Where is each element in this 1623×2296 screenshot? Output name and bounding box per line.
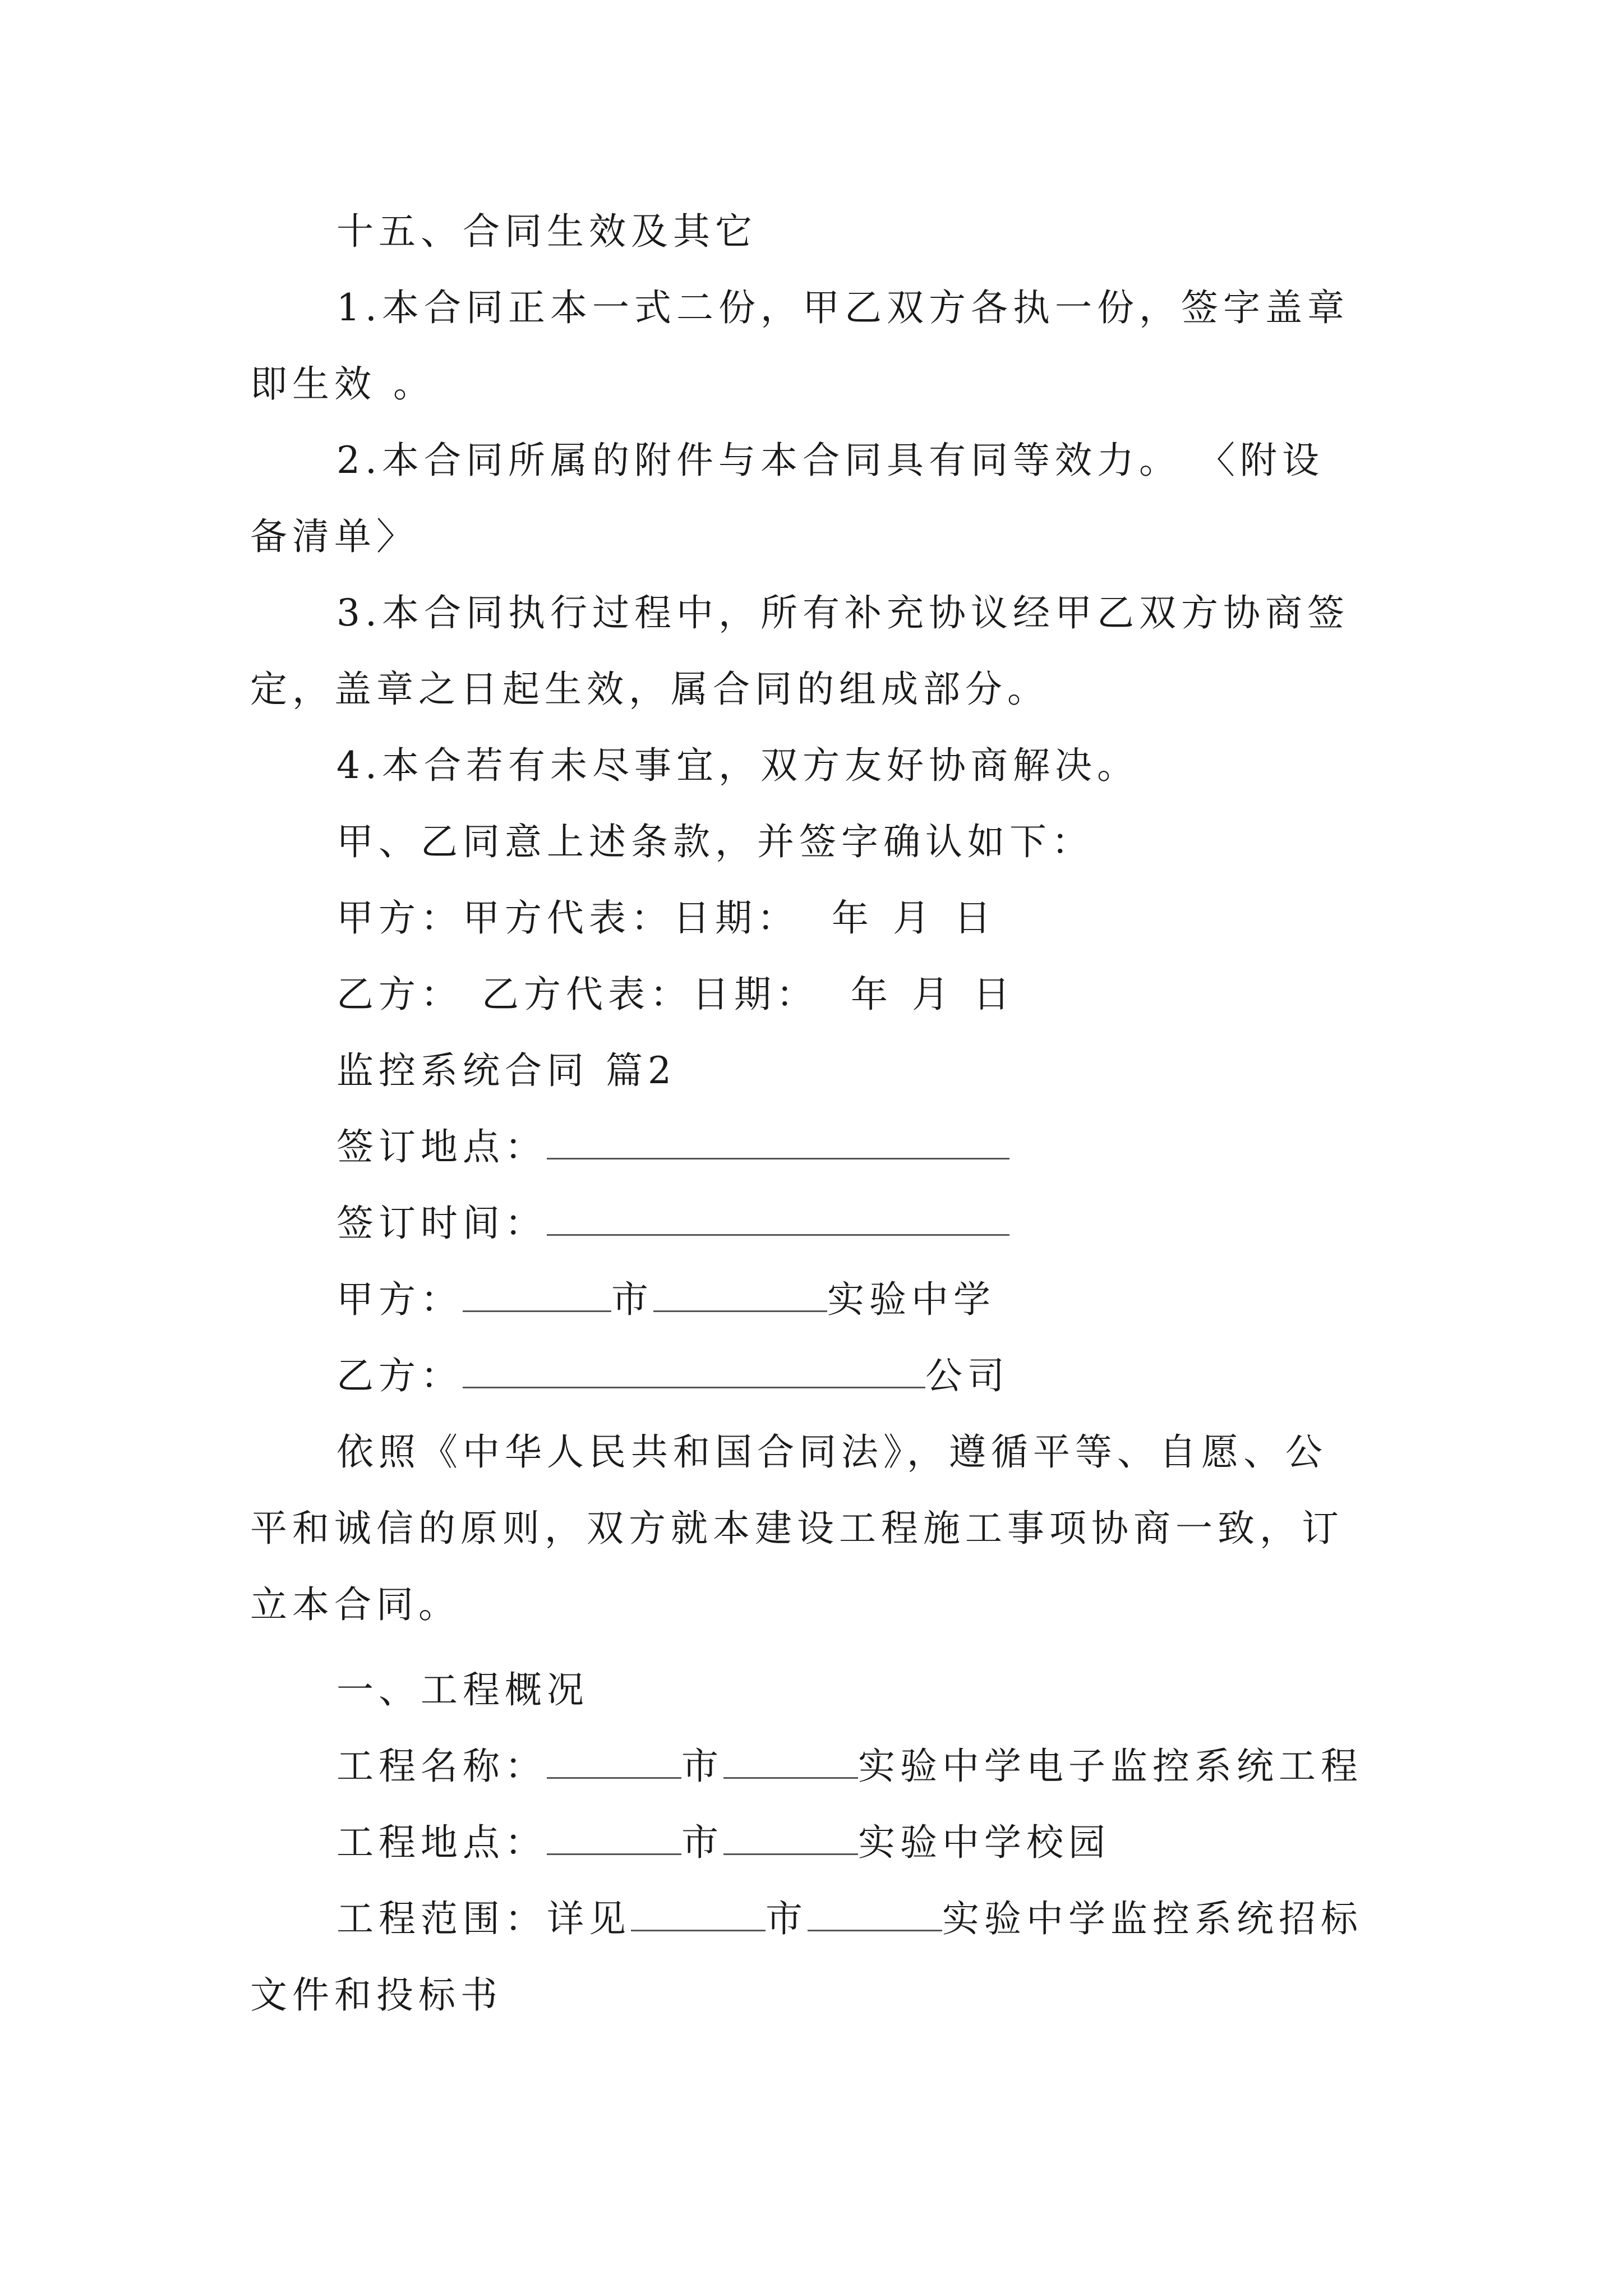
party-a-date-label: 日期：	[673, 896, 799, 940]
project-scope-rest: 实验中学监控系统招标	[942, 1897, 1363, 1940]
clause-1-line-1: 1.本合同正本一式二份，甲乙双方各执一份，签字盖章	[336, 286, 1349, 329]
party-b-company-blank	[463, 1360, 925, 1388]
project-place-school-blank	[723, 1826, 858, 1855]
agreement-statement: 甲、乙同意上述条款，并签字确认如下：	[336, 820, 1094, 863]
party-b-day: 日	[973, 973, 1015, 1016]
party-b-line	[336, 1354, 1009, 1397]
sign-time-line	[336, 1202, 1009, 1245]
party-a-city-blank	[463, 1283, 611, 1312]
party-a-label: 甲方：	[336, 896, 463, 940]
sign-place-line	[336, 1125, 1009, 1168]
signature-line-party-b	[336, 973, 1015, 1016]
preamble-line-2: 平和诚信的原则，双方就本建设工程施工事项协商一致，订	[250, 1507, 1344, 1550]
contract-2-title: 监控系统合同 篇2	[336, 1049, 676, 1092]
project-name-label: 工程名称：	[336, 1745, 547, 1788]
project-scope-city: 市	[766, 1897, 808, 1940]
clause-2-line-2: 备清单〉	[250, 515, 418, 558]
project-name-city: 市	[681, 1745, 723, 1788]
party-a-rep-label: 甲方代表：	[463, 896, 673, 940]
project-place-line	[336, 1821, 1110, 1864]
preamble-line-1: 依照《中华人民共和国合同法》，遵循平等、自愿、公	[336, 1430, 1327, 1474]
section-15-heading: 十五、合同生效及其它	[336, 210, 757, 253]
party-b-date-label: 日期：	[692, 973, 818, 1016]
party-b-year: 年	[851, 973, 893, 1016]
clause-2-line-1: 2.本合同所属的附件与本合同具有同等效力。 〈附设	[336, 439, 1324, 482]
project-name-school-blank	[723, 1750, 858, 1779]
project-scope-city-blank	[631, 1903, 766, 1931]
clause-1-line-2: 即生效 。	[250, 362, 435, 406]
party-b-name-label: 乙方：	[336, 1354, 463, 1397]
project-place-rest: 实验中学校园	[858, 1821, 1110, 1864]
party-a-year: 年	[832, 896, 874, 940]
sign-time-blank	[547, 1207, 1009, 1236]
project-scope-school-blank	[808, 1903, 942, 1931]
sign-place-label: 签订地点：	[336, 1125, 547, 1168]
sign-place-blank	[547, 1131, 1009, 1159]
party-a-day: 日	[954, 896, 996, 940]
project-place-city-blank	[547, 1826, 681, 1855]
sign-time-label: 签订时间：	[336, 1202, 547, 1245]
clause-3-line-2: 定，盖章之日起生效，属合同的组成部分。	[250, 668, 1049, 711]
party-b-label: 乙方：	[336, 973, 463, 1016]
project-scope-line-1	[336, 1897, 1363, 1940]
project-name-rest: 实验中学电子监控系统工程	[858, 1745, 1363, 1788]
project-name-line	[336, 1745, 1363, 1788]
section-1-heading: 一、工程概况	[336, 1668, 589, 1711]
project-place-city: 市	[681, 1821, 723, 1864]
party-a-city: 市	[611, 1278, 653, 1321]
party-a-month: 月	[893, 896, 935, 940]
project-scope-label: 工程范围：详见	[336, 1897, 631, 1940]
party-b-rep-label: 乙方代表：	[482, 973, 692, 1016]
preamble-line-3: 立本合同。	[250, 1583, 460, 1626]
party-a-school-blank	[653, 1283, 827, 1312]
party-a-school: 实验中学	[827, 1278, 995, 1321]
signature-line-party-a	[336, 896, 996, 940]
party-a-line	[336, 1278, 995, 1321]
clause-3-line-1: 3.本合同执行过程中，所有补充协议经甲乙双方协商签	[336, 591, 1349, 634]
party-b-month: 月	[912, 973, 954, 1016]
party-b-company: 公司	[925, 1354, 1009, 1397]
party-a-name-label: 甲方：	[336, 1278, 463, 1321]
project-place-label: 工程地点：	[336, 1821, 547, 1864]
clause-4: 4.本合若有未尽事宜，双方友好协商解决。	[336, 744, 1139, 787]
project-scope-line-2: 文件和投标书	[250, 1973, 502, 2017]
project-name-city-blank	[547, 1750, 681, 1779]
